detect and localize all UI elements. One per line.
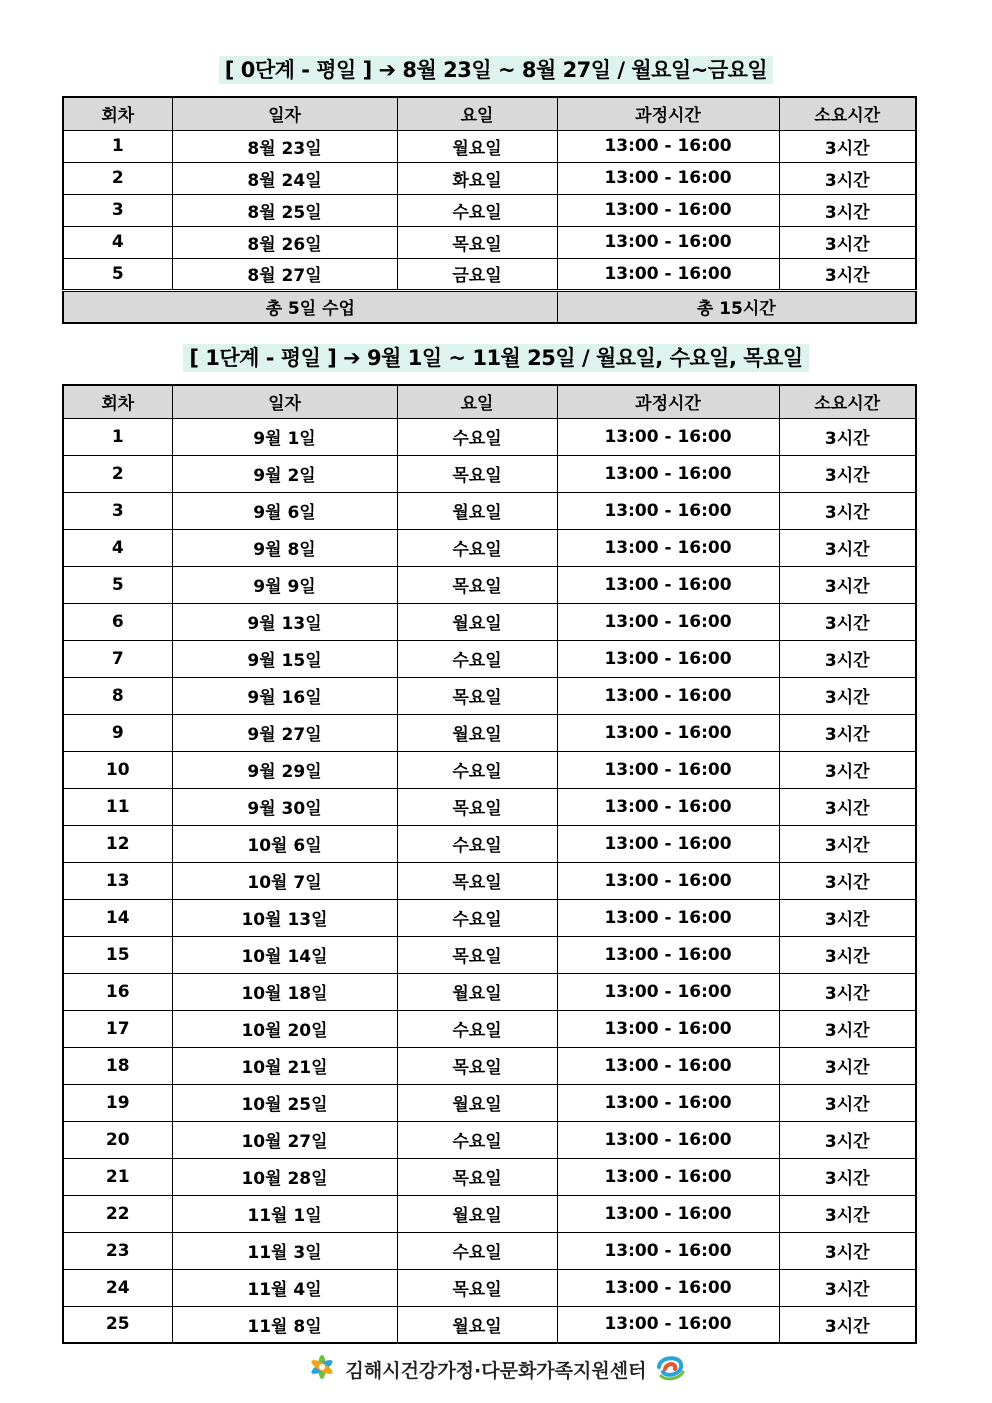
table-row bbox=[63, 529, 916, 566]
weekday-cell: 월요일 bbox=[397, 714, 557, 751]
weekday-cell: 목요일 bbox=[397, 788, 557, 825]
weekday-cell: 목요일 bbox=[397, 566, 557, 603]
duration-cell: 3시간 bbox=[779, 1269, 916, 1306]
table-row bbox=[63, 825, 916, 862]
course-time-cell: 13:00 - 16:00 bbox=[557, 258, 779, 290]
header-weekday: 요일 bbox=[397, 385, 557, 418]
weekday-cell: 월요일 bbox=[397, 130, 557, 162]
course-time-cell: 13:00 - 16:00 bbox=[557, 973, 779, 1010]
weekday-cell: 목요일 bbox=[397, 1269, 557, 1306]
date-cell: 10월 18일 bbox=[172, 973, 397, 1010]
round-cell: 13 bbox=[63, 862, 172, 899]
round-cell: 9 bbox=[63, 714, 172, 751]
course-time-cell: 13:00 - 16:00 bbox=[557, 194, 779, 226]
total-row bbox=[63, 290, 916, 323]
table-row bbox=[63, 899, 916, 936]
weekday-cell: 목요일 bbox=[397, 936, 557, 973]
table-row bbox=[63, 1195, 916, 1232]
date-cell: 10월 27일 bbox=[172, 1121, 397, 1158]
course-time-cell: 13:00 - 16:00 bbox=[557, 640, 779, 677]
date-cell: 9월 13일 bbox=[172, 603, 397, 640]
duration-cell: 3시간 bbox=[779, 529, 916, 566]
table-row bbox=[63, 194, 916, 226]
date-cell: 10월 6일 bbox=[172, 825, 397, 862]
course-time-cell: 13:00 - 16:00 bbox=[557, 1121, 779, 1158]
course-time-cell: 13:00 - 16:00 bbox=[557, 566, 779, 603]
header-date: 일자 bbox=[172, 97, 397, 130]
date-cell: 8월 25일 bbox=[172, 194, 397, 226]
table-row bbox=[63, 1010, 916, 1047]
course-time-cell: 13:00 - 16:00 bbox=[557, 936, 779, 973]
table-row bbox=[63, 1306, 916, 1343]
table-row bbox=[63, 492, 916, 529]
weekday-cell: 수요일 bbox=[397, 1010, 557, 1047]
course-time-cell: 13:00 - 16:00 bbox=[557, 1232, 779, 1269]
duration-cell: 3시간 bbox=[779, 418, 916, 455]
weekday-cell: 수요일 bbox=[397, 529, 557, 566]
table-row bbox=[63, 226, 916, 258]
date-cell: 9월 15일 bbox=[172, 640, 397, 677]
header-course-time: 과정시간 bbox=[557, 385, 779, 418]
stage1-title-text: [ 1단계 - 평일 ] ➔ 9월 1일 ~ 11월 25일 / 월요일, 수요일, 목요일 bbox=[183, 344, 808, 372]
date-cell: 9월 9일 bbox=[172, 566, 397, 603]
date-cell: 8월 24일 bbox=[172, 162, 397, 194]
duration-cell: 3시간 bbox=[779, 162, 916, 194]
round-cell: 6 bbox=[63, 603, 172, 640]
course-time-cell: 13:00 - 16:00 bbox=[557, 714, 779, 751]
duration-cell: 3시간 bbox=[779, 788, 916, 825]
stage0-schedule-table bbox=[62, 96, 917, 324]
course-time-cell: 13:00 - 16:00 bbox=[557, 751, 779, 788]
weekday-cell: 수요일 bbox=[397, 1232, 557, 1269]
date-cell: 8월 27일 bbox=[172, 258, 397, 290]
round-cell: 23 bbox=[63, 1232, 172, 1269]
swirl-logo-icon bbox=[653, 1352, 687, 1387]
table-row bbox=[63, 1121, 916, 1158]
round-cell: 21 bbox=[63, 1158, 172, 1195]
duration-cell: 3시간 bbox=[779, 899, 916, 936]
stage1-schedule-table bbox=[62, 384, 917, 1344]
weekday-cell: 수요일 bbox=[397, 825, 557, 862]
table-row bbox=[63, 1047, 916, 1084]
course-time-cell: 13:00 - 16:00 bbox=[557, 603, 779, 640]
date-cell: 10월 28일 bbox=[172, 1158, 397, 1195]
table-row bbox=[63, 862, 916, 899]
table-row bbox=[63, 936, 916, 973]
duration-cell: 3시간 bbox=[779, 973, 916, 1010]
table-row bbox=[63, 162, 916, 194]
date-cell: 11월 3일 bbox=[172, 1232, 397, 1269]
duration-cell: 3시간 bbox=[779, 714, 916, 751]
course-time-cell: 13:00 - 16:00 bbox=[557, 455, 779, 492]
duration-cell: 3시간 bbox=[779, 1306, 916, 1343]
course-time-cell: 13:00 - 16:00 bbox=[557, 529, 779, 566]
table-row bbox=[63, 1269, 916, 1306]
flower-logo-icon bbox=[305, 1350, 339, 1389]
round-cell: 17 bbox=[63, 1010, 172, 1047]
duration-cell: 3시간 bbox=[779, 258, 916, 290]
course-time-cell: 13:00 - 16:00 bbox=[557, 825, 779, 862]
round-cell: 5 bbox=[63, 566, 172, 603]
header-duration: 소요시간 bbox=[779, 385, 916, 418]
header-weekday: 요일 bbox=[397, 97, 557, 130]
duration-cell: 3시간 bbox=[779, 936, 916, 973]
header-round: 회차 bbox=[63, 97, 172, 130]
weekday-cell: 목요일 bbox=[397, 677, 557, 714]
date-cell: 11월 4일 bbox=[172, 1269, 397, 1306]
header-date: 일자 bbox=[172, 385, 397, 418]
date-cell: 9월 27일 bbox=[172, 714, 397, 751]
weekday-cell: 수요일 bbox=[397, 751, 557, 788]
duration-cell: 3시간 bbox=[779, 130, 916, 162]
duration-cell: 3시간 bbox=[779, 566, 916, 603]
course-time-cell: 13:00 - 16:00 bbox=[557, 677, 779, 714]
duration-cell: 3시간 bbox=[779, 640, 916, 677]
weekday-cell: 목요일 bbox=[397, 1158, 557, 1195]
course-time-cell: 13:00 - 16:00 bbox=[557, 130, 779, 162]
duration-cell: 3시간 bbox=[779, 603, 916, 640]
weekday-cell: 월요일 bbox=[397, 492, 557, 529]
table-row bbox=[63, 788, 916, 825]
date-cell: 10월 14일 bbox=[172, 936, 397, 973]
table-header-row bbox=[63, 97, 916, 130]
weekday-cell: 수요일 bbox=[397, 899, 557, 936]
date-cell: 10월 13일 bbox=[172, 899, 397, 936]
table-row bbox=[63, 1084, 916, 1121]
date-cell: 9월 1일 bbox=[172, 418, 397, 455]
course-time-cell: 13:00 - 16:00 bbox=[557, 788, 779, 825]
round-cell: 5 bbox=[63, 258, 172, 290]
weekday-cell: 수요일 bbox=[397, 194, 557, 226]
round-cell: 12 bbox=[63, 825, 172, 862]
weekday-cell: 목요일 bbox=[397, 226, 557, 258]
date-cell: 9월 30일 bbox=[172, 788, 397, 825]
round-cell: 2 bbox=[63, 455, 172, 492]
date-cell: 10월 7일 bbox=[172, 862, 397, 899]
round-cell: 18 bbox=[63, 1047, 172, 1084]
table-row bbox=[63, 751, 916, 788]
weekday-cell: 수요일 bbox=[397, 640, 557, 677]
weekday-cell: 목요일 bbox=[397, 862, 557, 899]
round-cell: 15 bbox=[63, 936, 172, 973]
duration-cell: 3시간 bbox=[779, 751, 916, 788]
weekday-cell: 목요일 bbox=[397, 1047, 557, 1084]
duration-cell: 3시간 bbox=[779, 1010, 916, 1047]
date-cell: 9월 2일 bbox=[172, 455, 397, 492]
course-time-cell: 13:00 - 16:00 bbox=[557, 1269, 779, 1306]
course-time-cell: 13:00 - 16:00 bbox=[557, 1195, 779, 1232]
duration-cell: 3시간 bbox=[779, 862, 916, 899]
stage0-title-text: [ 0단계 - 평일 ] ➔ 8월 23일 ~ 8월 27일 / 월요일~금요일 bbox=[219, 56, 773, 84]
round-cell: 19 bbox=[63, 1084, 172, 1121]
course-time-cell: 13:00 - 16:00 bbox=[557, 1158, 779, 1195]
round-cell: 3 bbox=[63, 492, 172, 529]
weekday-cell: 월요일 bbox=[397, 1306, 557, 1343]
total-hours: 총 15시간 bbox=[557, 290, 916, 323]
duration-cell: 3시간 bbox=[779, 1158, 916, 1195]
course-time-cell: 13:00 - 16:00 bbox=[557, 162, 779, 194]
date-cell: 11월 8일 bbox=[172, 1306, 397, 1343]
table-row bbox=[63, 130, 916, 162]
duration-cell: 3시간 bbox=[779, 1121, 916, 1158]
course-time-cell: 13:00 - 16:00 bbox=[557, 418, 779, 455]
date-cell: 9월 29일 bbox=[172, 751, 397, 788]
table-row bbox=[63, 640, 916, 677]
round-cell: 4 bbox=[63, 529, 172, 566]
round-cell: 24 bbox=[63, 1269, 172, 1306]
round-cell: 16 bbox=[63, 973, 172, 1010]
table-row bbox=[63, 418, 916, 455]
date-cell: 9월 16일 bbox=[172, 677, 397, 714]
duration-cell: 3시간 bbox=[779, 226, 916, 258]
duration-cell: 3시간 bbox=[779, 194, 916, 226]
date-cell: 9월 6일 bbox=[172, 492, 397, 529]
date-cell: 10월 20일 bbox=[172, 1010, 397, 1047]
table-row bbox=[63, 603, 916, 640]
duration-cell: 3시간 bbox=[779, 825, 916, 862]
weekday-cell: 수요일 bbox=[397, 1121, 557, 1158]
round-cell: 1 bbox=[63, 130, 172, 162]
table-row bbox=[63, 455, 916, 492]
org-name: 김해시건강가정·다문화가족지원센터 bbox=[345, 1360, 647, 1382]
round-cell: 2 bbox=[63, 162, 172, 194]
table-row bbox=[63, 1232, 916, 1269]
footer bbox=[0, 1350, 992, 1389]
weekday-cell: 월요일 bbox=[397, 603, 557, 640]
date-cell: 8월 23일 bbox=[172, 130, 397, 162]
round-cell: 22 bbox=[63, 1195, 172, 1232]
course-time-cell: 13:00 - 16:00 bbox=[557, 1047, 779, 1084]
date-cell: 10월 25일 bbox=[172, 1084, 397, 1121]
weekday-cell: 월요일 bbox=[397, 1084, 557, 1121]
round-cell: 4 bbox=[63, 226, 172, 258]
header-course-time: 과정시간 bbox=[557, 97, 779, 130]
round-cell: 3 bbox=[63, 194, 172, 226]
weekday-cell: 화요일 bbox=[397, 162, 557, 194]
course-time-cell: 13:00 - 16:00 bbox=[557, 1084, 779, 1121]
course-time-cell: 13:00 - 16:00 bbox=[557, 862, 779, 899]
date-cell: 9월 8일 bbox=[172, 529, 397, 566]
round-cell: 14 bbox=[63, 899, 172, 936]
duration-cell: 3시간 bbox=[779, 1232, 916, 1269]
round-cell: 20 bbox=[63, 1121, 172, 1158]
duration-cell: 3시간 bbox=[779, 455, 916, 492]
table-row bbox=[63, 1158, 916, 1195]
round-cell: 25 bbox=[63, 1306, 172, 1343]
round-cell: 8 bbox=[63, 677, 172, 714]
weekday-cell: 월요일 bbox=[397, 1195, 557, 1232]
duration-cell: 3시간 bbox=[779, 1047, 916, 1084]
weekday-cell: 목요일 bbox=[397, 455, 557, 492]
weekday-cell: 수요일 bbox=[397, 418, 557, 455]
course-time-cell: 13:00 - 16:00 bbox=[557, 1010, 779, 1047]
date-cell: 10월 21일 bbox=[172, 1047, 397, 1084]
round-cell: 1 bbox=[63, 418, 172, 455]
weekday-cell: 금요일 bbox=[397, 258, 557, 290]
duration-cell: 3시간 bbox=[779, 1195, 916, 1232]
stage1-title bbox=[0, 342, 992, 372]
course-time-cell: 13:00 - 16:00 bbox=[557, 1306, 779, 1343]
duration-cell: 3시간 bbox=[779, 492, 916, 529]
header-duration: 소요시간 bbox=[779, 97, 916, 130]
table-row bbox=[63, 973, 916, 1010]
date-cell: 8월 26일 bbox=[172, 226, 397, 258]
course-time-cell: 13:00 - 16:00 bbox=[557, 492, 779, 529]
round-cell: 11 bbox=[63, 788, 172, 825]
header-round: 회차 bbox=[63, 385, 172, 418]
duration-cell: 3시간 bbox=[779, 1084, 916, 1121]
duration-cell: 3시간 bbox=[779, 677, 916, 714]
table-row bbox=[63, 566, 916, 603]
table-row bbox=[63, 714, 916, 751]
course-time-cell: 13:00 - 16:00 bbox=[557, 899, 779, 936]
table-row bbox=[63, 677, 916, 714]
total-days: 총 5일 수업 bbox=[63, 290, 557, 323]
table-row bbox=[63, 258, 916, 290]
round-cell: 10 bbox=[63, 751, 172, 788]
weekday-cell: 월요일 bbox=[397, 973, 557, 1010]
course-time-cell: 13:00 - 16:00 bbox=[557, 226, 779, 258]
table-header-row bbox=[63, 385, 916, 418]
stage0-title bbox=[0, 54, 992, 84]
date-cell: 11월 1일 bbox=[172, 1195, 397, 1232]
round-cell: 7 bbox=[63, 640, 172, 677]
